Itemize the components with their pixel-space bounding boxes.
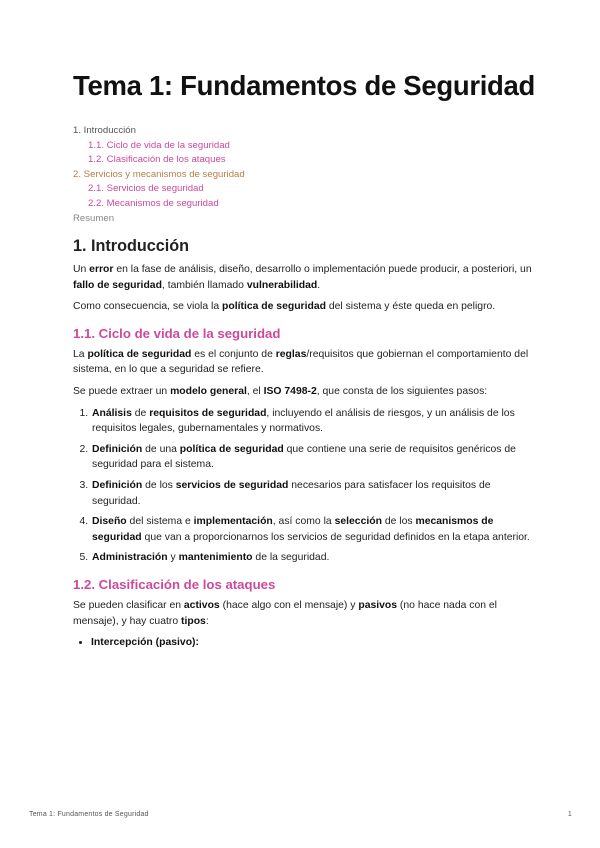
toc-link[interactable]: 2. Servicios y mecanismos de seguridad — [73, 168, 245, 180]
bold-text: Análisis — [92, 407, 132, 419]
paragraph: Se puede extraer un modelo general, el ISO 7498-2, que consta de los siguientes pasos: — [73, 385, 488, 397]
bold-text: modelo general — [170, 385, 247, 397]
list-item: 2. Definición de una política de seguridad que contiene una serie de requisitos genéricos de seguridad para el sistema. — [91, 442, 533, 473]
table-of-contents — [73, 124, 245, 226]
bold-text: mantenimiento — [178, 552, 253, 564]
bullet-list — [73, 635, 533, 651]
bold-text: Definición — [92, 443, 143, 455]
steps-list — [73, 406, 533, 566]
list-item: 1. Análisis de requisitos de seguridad, incluyendo el análisis de riesgos, y un análisis de los requisitos legales, gubernamentales y normativos. — [91, 406, 533, 437]
document-body — [73, 236, 533, 651]
paragraph: Se pueden clasificar en activos (hace algo con el mensaje) y pasivos (no hace nada con el mensaje), y hay cuatro tipos: — [73, 599, 497, 627]
bold-text: servicios de seguridad — [175, 479, 289, 491]
bold-text: implementación — [193, 516, 273, 528]
bold-text: fallo de seguridad — [73, 279, 162, 291]
bold-text: política de seguridad — [87, 348, 192, 360]
bold-text: error — [89, 264, 114, 275]
page-footer — [29, 811, 572, 818]
bold-text: reglas — [275, 348, 307, 360]
bold-text: mecanismos de seguridad — [92, 516, 494, 543]
bold-text: Definición — [92, 479, 143, 491]
list-item: 3. Definición de los servicios de seguridad necesarios para satisfacer los requisitos de seguridad. — [91, 478, 533, 509]
page-title: Tema 1: Fundamentos de Seguridad — [73, 70, 536, 101]
toc-link[interactable]: Resumen — [73, 212, 115, 224]
subsection-heading-clasificacion: 1.2. Clasificación de los ataques — [73, 576, 276, 592]
toc-link[interactable]: 1. Introducción — [73, 125, 136, 136]
list-item: 4. Diseño del sistema e implementación, así como la selección de los mecanismos de seguridad que van a proporcionarnos los servicios de seguridad definidos en la etapa anterior. — [91, 514, 533, 545]
bold-text: pasivos — [358, 599, 398, 611]
bold-text: ISO 7498-2 — [263, 385, 317, 397]
bold-text: Diseño — [92, 516, 127, 528]
subsection-heading-ciclo: 1.1. Ciclo de vida de la seguridad — [73, 325, 281, 341]
toc-link[interactable]: 2.1. Servicios de seguridad — [88, 183, 204, 195]
paragraph: Como consecuencia, se viola la política de seguridad del sistema y éste queda en peligro. — [73, 301, 496, 313]
footer-title: Tema 1: Fundamentos de Seguridad — [29, 811, 149, 818]
page-number: 1 — [567, 811, 572, 818]
bold-text: política de seguridad — [222, 301, 326, 313]
toc-link[interactable]: 1.1. Ciclo de vida de la seguridad — [88, 139, 230, 151]
bold-text: tipos — [181, 615, 206, 627]
list-item: 5. Administración y mantenimiento de la seguridad. — [91, 550, 533, 566]
toc-link[interactable]: 1.2. Clasificación de los ataques — [88, 154, 226, 166]
list-item — [91, 635, 533, 651]
bold-text: selección — [334, 516, 382, 528]
bold-text: Intercepción (pasivo): — [91, 637, 199, 649]
paragraph: La política de seguridad es el conjunto de reglas/requisitos que gobiernan el comportamiento del sistema, en lo que a seguridad se refiere. — [73, 348, 529, 376]
toc-link[interactable]: 2.2. Mecanismos de seguridad — [88, 197, 219, 209]
paragraph: Un error en la fase de análisis, diseño, desarrollo o implementación puede producir, a posteriori, un fallo de seguridad, también llamado vulnerabilidad. — [73, 264, 532, 291]
bold-text: requisitos de seguridad — [149, 407, 267, 419]
bold-text: activos — [183, 599, 220, 611]
bold-text: vulnerabilidad — [246, 279, 318, 291]
bold-text: Administración — [92, 552, 168, 564]
section-heading-introduccion: 1. Introducción — [73, 237, 190, 255]
bold-text: política de seguridad — [179, 443, 284, 455]
